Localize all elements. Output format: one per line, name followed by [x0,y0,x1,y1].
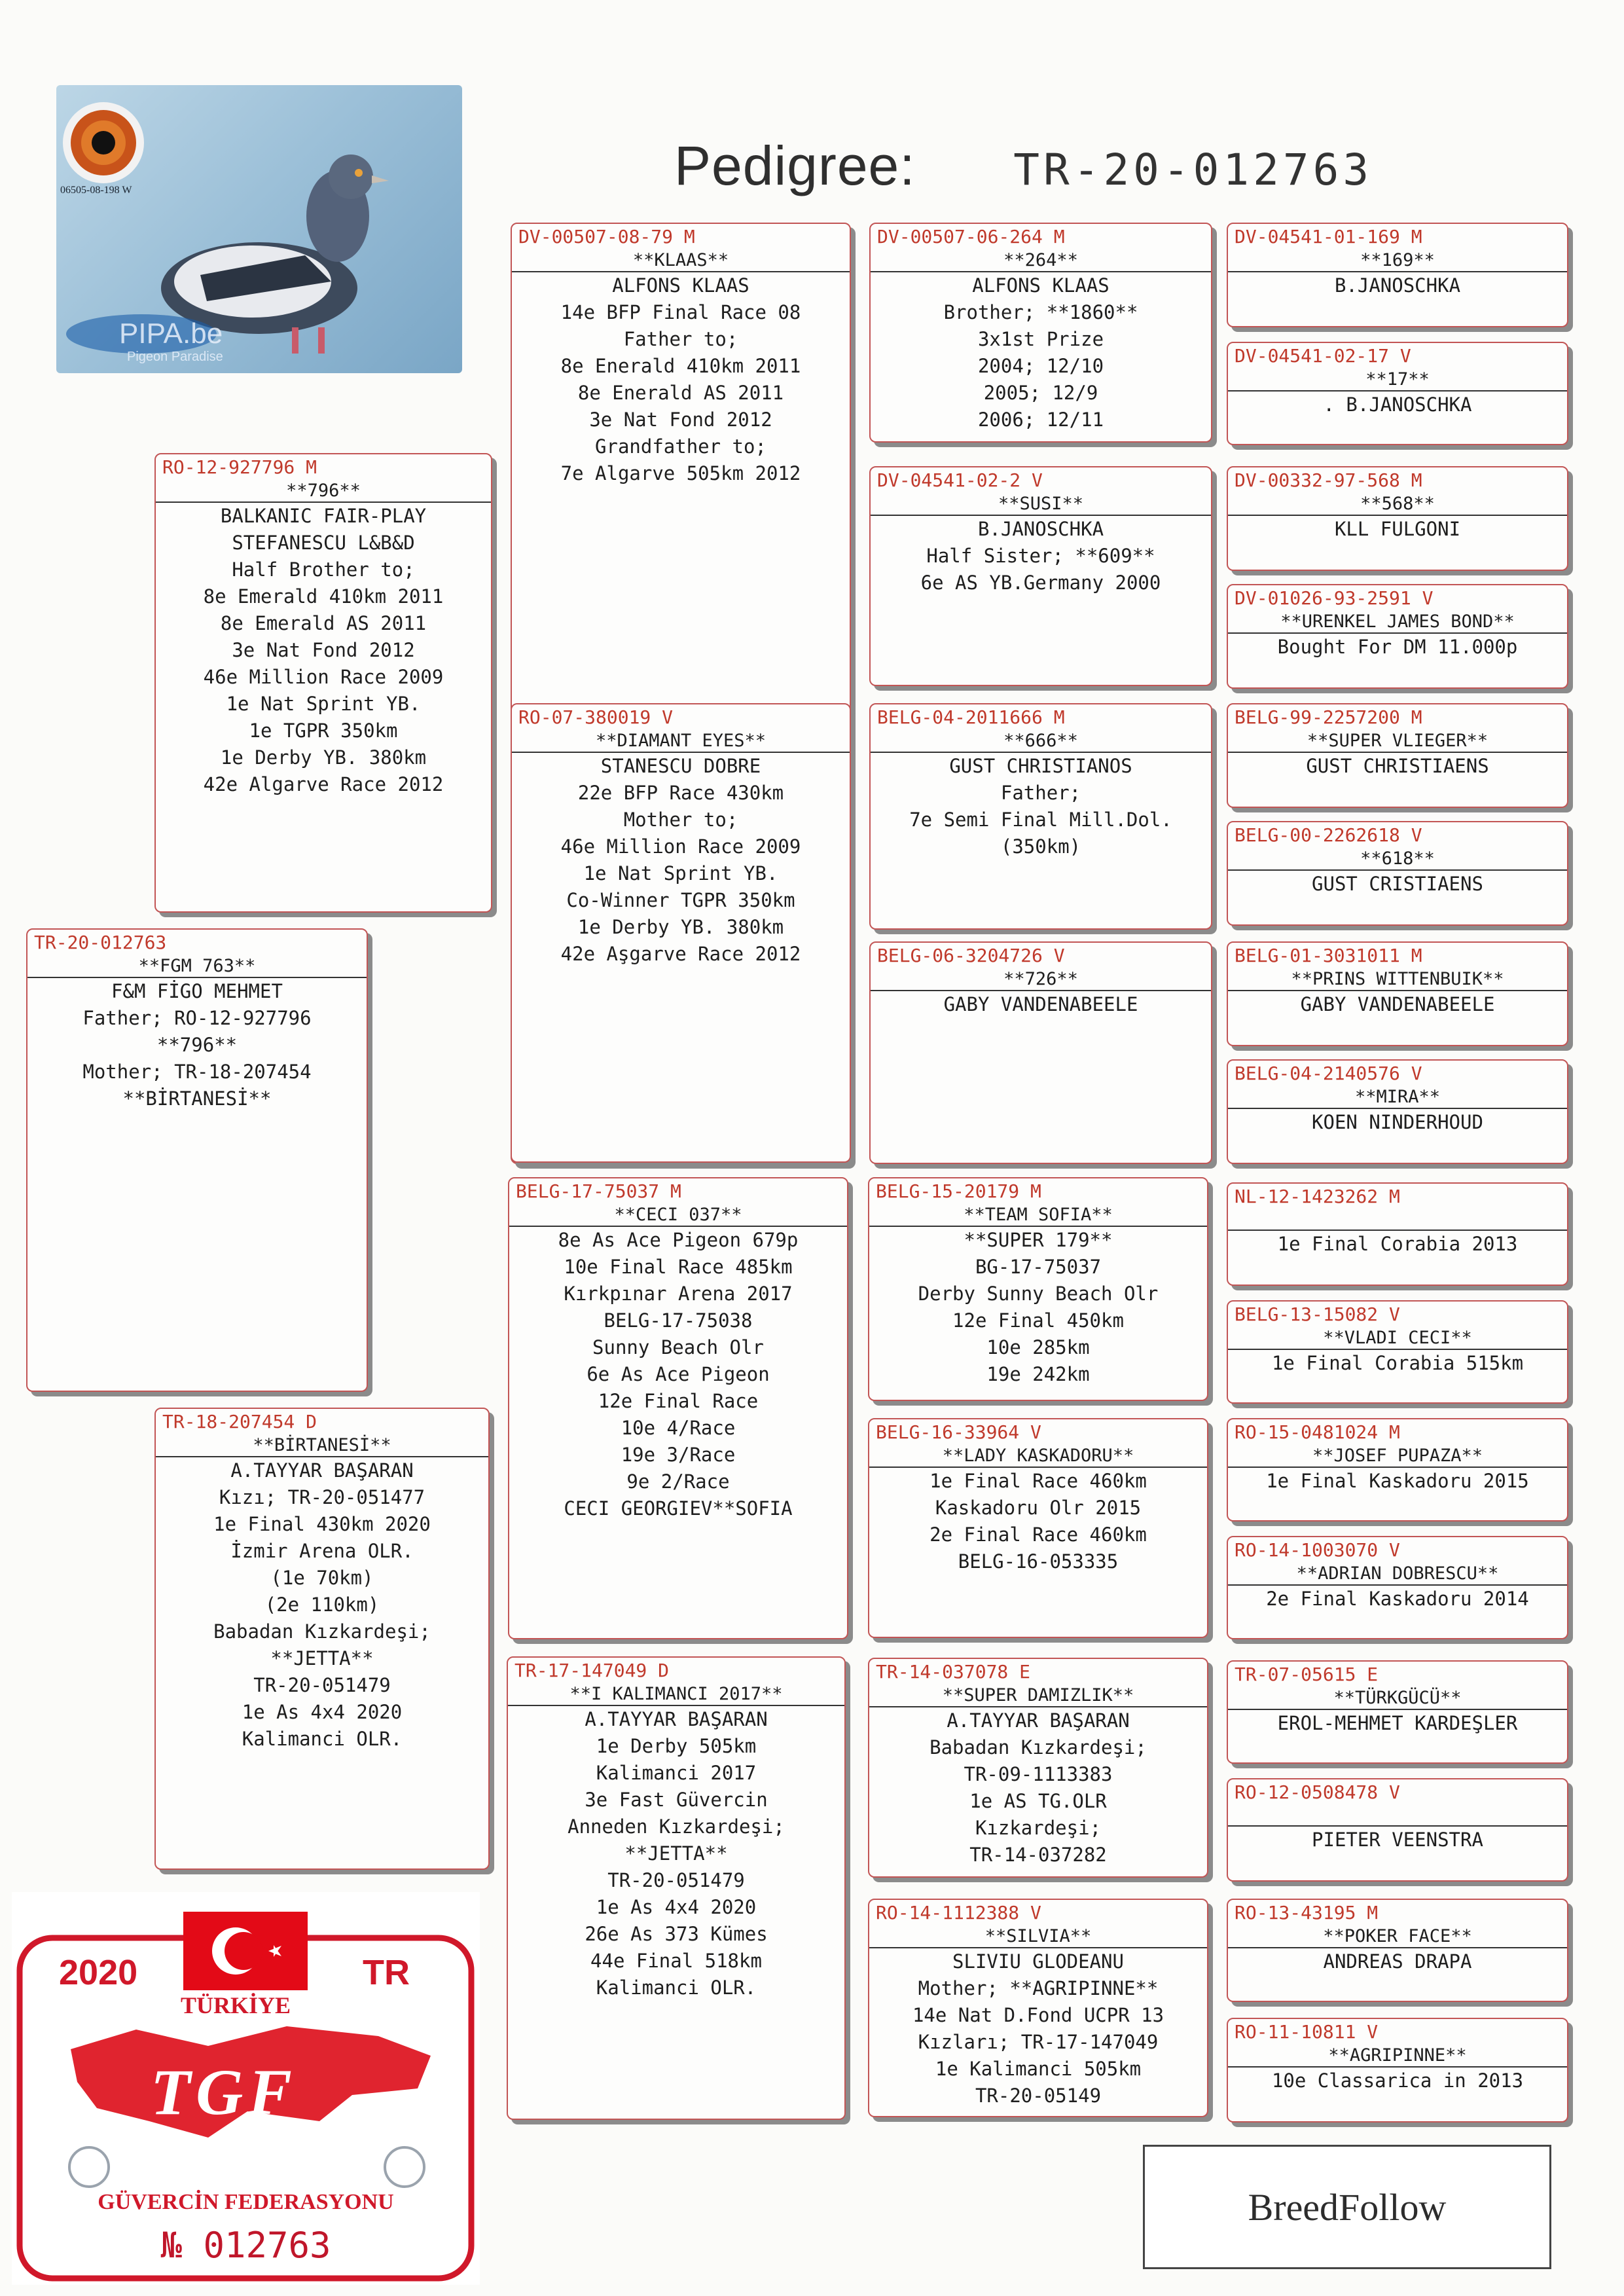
pedigree-detail-line: . B.JANOSCHKA [1323,393,1472,416]
pigeon-nickname: **DIAMANT EYES** [512,731,850,753]
ring-number: BELG-00-2262618 V [1235,824,1422,846]
pedigree-card [154,453,492,913]
pigeon-nickname: **618** [1228,848,1567,871]
pedigree-detail-line: TR-20-051479 [607,1869,745,1891]
pedigree-detail-line: 2e Final Kaskadoru 2014 [1266,1588,1529,1610]
photo-caption: 06505-08-198 W [60,185,132,196]
pedigree-detail-line: STEFANESCU L&B&D [232,532,415,554]
pigeon-nickname: **796** [156,481,491,503]
pedigree-detail-line: 42e Aşgarve Race 2012 [560,943,801,965]
pedigree-card [869,466,1212,686]
pedigree-detail-line: (1e 70km) [270,1567,374,1589]
pedigree-header [674,134,1373,198]
ring-number: BELG-17-75037 M [516,1180,681,1202]
pedigree-detail-line: GUST CHRISTIAENS [1306,755,1489,777]
pedigree-detail-line: **JETTA** [624,1842,728,1865]
breedfollow-brand [1143,2145,1551,2269]
pedigree-detail-line: 2006; 12/11 [977,409,1104,431]
pedigree-detail-line: Kızkardeşi; [975,1817,1102,1839]
pedigree-detail-line: TR-14-037282 [969,1844,1107,1866]
pedigree-detail-line: 19e 242km [986,1363,1090,1385]
pedigree-card [869,223,1212,443]
pedigree-detail-line: 1e TGPR 350km [249,720,398,742]
tgf-country: TÜRKİYE [181,1992,291,2018]
ring-number: TR-07-05615 E [1235,1664,1379,1685]
pedigree-detail-line: A.TAYYAR BAŞARAN [947,1709,1130,1732]
pedigree-detail-line: 1e Final Corabia 2013 [1277,1233,1518,1255]
pedigree-card [26,928,368,1392]
ring-number: BELG-04-2140576 V [1235,1063,1422,1084]
photo-watermark: PIPA.be [119,318,223,350]
pedigree-detail-line: 10e Final Race 485km [564,1256,793,1278]
pedigree-detail-line: 1e Kalimanci 505km [935,2058,1142,2080]
pedigree-detail-line: EROL-MEHMET KARDEŞLER [1277,1712,1518,1734]
tgf-logo-text: TGF [151,2056,297,2128]
pedigree-detail-line: 1e Derby 505km [596,1735,757,1757]
pedigree-detail-line: Mother; TR-18-207454 [82,1061,312,1083]
pedigree-detail-line: BG-17-75037 [975,1256,1102,1278]
pedigree-card [508,1177,848,1639]
ring-number: BELG-01-3031011 M [1235,945,1422,966]
pedigree-detail-line: CECI GEORGIEV**SOFIA [564,1497,793,1520]
pedigree-detail-line: (2e 110km) [264,1594,380,1616]
pedigree-detail-line: Anneden Kızkardeşi; [568,1815,785,1838]
pedigree-card [868,1899,1208,2117]
pedigree-detail-line: BALKANIC FAIR-PLAY [220,505,427,527]
pedigree-detail-line: 26e As 373 Kümes [585,1923,768,1945]
pedigree-detail-line: 2005; 12/9 [983,382,1098,404]
ring-number: DV-04541-02-2 V [877,469,1043,491]
pedigree-detail-line: KLL FULGONI [1334,518,1461,540]
pedigree-detail-line: (350km) [1000,835,1081,858]
pedigree-detail-line: B.JANOSCHKA [977,518,1104,540]
pedigree-detail-line: 10e 285km [986,1336,1090,1358]
pigeon-nickname: **POKER FACE** [1228,1926,1567,1948]
ring-number: TR-18-207454 D [162,1411,317,1432]
pedigree-detail-line: 14e Nat D.Fond UCPR 13 [912,2004,1164,2026]
pigeon-nickname: **726** [871,969,1211,991]
ring-number: BELG-13-15082 V [1235,1303,1400,1325]
pedigree-card [1227,466,1568,571]
pedigree-detail-line: Co-Winner TGPR 350km [566,889,795,911]
pedigree-card [868,1418,1208,1638]
pedigree-detail-line: 1e Final Kaskadoru 2015 [1266,1470,1529,1492]
pedigree-detail-line: A.TAYYAR BAŞARAN [585,1708,768,1730]
ring-number: RO-14-1003070 V [1235,1539,1400,1561]
pedigree-detail-line: 12e Final 450km [952,1309,1124,1332]
pedigree-detail-line: 1e Nat Sprint YB. [583,862,778,884]
pedigree-detail-line: B.JANOSCHKA [1334,274,1461,297]
pedigree-detail-line: 8e Enerald AS 2011 [577,382,784,404]
pigeon-nickname: **CECI 037** [509,1205,847,1227]
pedigree-detail-line: Kaskadoru Olr 2015 [935,1497,1142,1519]
ring-number: RO-14-1112388 V [876,1902,1041,1923]
ring-number: DV-00507-06-264 M [877,226,1065,247]
pedigree-detail-line: 8e Enerald 410km 2011 [560,355,801,377]
pigeon-nickname [1228,1210,1567,1231]
tgf-year: 2020 [59,1953,138,1992]
ring-number: BELG-04-2011666 M [877,706,1065,728]
pigeon-nickname: **666** [871,731,1211,753]
pedigree-detail-line: **796** [156,1034,238,1056]
ring-number: TR-20-012763 [34,932,167,953]
ring-number: RO-12-0508478 V [1235,1781,1400,1803]
pigeon-nickname: **SILVIA** [869,1926,1207,1948]
pigeon-nickname: **JOSEF PUPAZA** [1228,1446,1567,1468]
pedigree-detail-line: KOEN NINDERHOUD [1312,1111,1483,1133]
pedigree-detail-line: Half Sister; **609** [926,545,1155,567]
pedigree-detail-line: 22e BFP Race 430km [577,782,784,804]
pedigree-detail-line: PIETER VEENSTRA [1312,1829,1483,1851]
pedigree-detail-line: **SUPER 179** [964,1229,1113,1251]
pedigree-card [1227,703,1568,808]
pedigree-detail-line: 3e Nat Fond 2012 [589,409,772,431]
ring-number: RO-13-43195 M [1235,1902,1379,1923]
pedigree-detail-line: BELG-17-75038 [604,1309,753,1332]
pedigree-card [869,941,1212,1164]
pedigree-detail-line: Half Brother to; [232,558,415,581]
pedigree-card [1227,941,1568,1046]
pigeon-nickname: **ADRIAN DOBRESCU** [1228,1563,1567,1586]
pedigree-detail-line: ANDREAS DRAPA [1323,1950,1472,1973]
pedigree-detail-line: 1e Nat Sprint YB. [226,693,421,715]
ring-number: RO-12-927796 M [162,456,317,478]
pedigree-card [869,703,1212,930]
ring-number: DV-00332-97-568 M [1235,469,1422,491]
pedigree-detail-line: Mother to; [623,809,738,831]
pedigree-detail-line: A.TAYYAR BAŞARAN [230,1459,414,1482]
pedigree-detail-line: Kalimanci OLR. [242,1728,403,1750]
pigeon-nickname: **TÜRKGÜCÜ** [1228,1688,1567,1710]
pedigree-card [868,1177,1208,1401]
pedigree-detail-line: TR-20-051479 [253,1674,391,1696]
pedigree-card [1227,1418,1568,1522]
pedigree-detail-line: 1e As 4x4 2020 [596,1896,757,1918]
pedigree-ring-number: TR-20-012763 [1013,145,1373,195]
pigeon-nickname: **I KALIMANCI 2017** [508,1684,844,1706]
ring-number: DV-00507-08-79 M [518,226,695,247]
pedigree-detail-line: GABY VANDENABEELE [1300,993,1495,1015]
pedigree-detail-line: 8e Emerald 410km 2011 [203,585,444,608]
ring-number: RO-15-0481024 M [1235,1421,1400,1443]
pedigree-detail-line: 1e Derby YB. 380km [220,746,427,769]
pedigree-detail-line: TR-20-05149 [975,2085,1102,2107]
ring-number: DV-04541-01-169 M [1235,226,1422,247]
pigeon-nickname: **SUSI** [871,494,1211,516]
pedigree-detail-line: Brother; **1860** [943,301,1138,323]
ring-number: TR-17-147049 D [514,1660,670,1681]
pedigree-detail-line: 1e Final Race 460km [929,1470,1147,1492]
pedigree-detail-line: Babadan Kızkardeşi; [213,1620,431,1643]
pedigree-card [511,703,851,1163]
pedigree-card [1227,1660,1568,1764]
pigeon-nickname: **URENKEL JAMES BOND** [1228,611,1567,634]
ring-number: BELG-06-3204726 V [877,945,1065,966]
pedigree-detail-line: 46e Million Race 2009 [560,835,801,858]
pedigree-detail-line: 2004; 12/10 [977,355,1104,377]
pedigree-card [1227,2018,1568,2123]
pedigree-detail-line: ALFONS KLAAS [972,274,1110,297]
pigeon-nickname: **SUPER DAMIZLIK** [869,1685,1207,1707]
pedigree-card [1227,1536,1568,1639]
pigeon-nickname: **568** [1228,494,1567,516]
pedigree-detail-line: GABY VANDENABEELE [943,993,1138,1015]
pedigree-detail-line: Kalimanci 2017 [596,1762,757,1784]
ring-number: RO-11-10811 V [1235,2021,1379,2043]
pedigree-detail-line: 19e 3/Race [621,1444,736,1466]
pigeon-nickname: **VLADI CECI** [1228,1328,1567,1350]
pedigree-detail-line: 10e Classarica in 2013 [1271,2069,1524,2092]
pedigree-detail-line: ALFONS KLAAS [612,274,749,297]
pedigree-detail-line: Kızı; TR-20-051477 [219,1486,425,1508]
pigeon-nickname: **KLAAS** [512,250,850,272]
pedigree-detail-line: 3e Fast Güvercin [585,1789,768,1811]
pigeon-nickname: **PRINS WITTENBUIK** [1228,969,1567,991]
pedigree-detail-line: **JETTA** [270,1647,374,1669]
pedigree-detail-line: Sunny Beach Olr [592,1336,764,1358]
pedigree-card [507,1656,846,2120]
pedigree-detail-line: Babadan Kızkardeşi; [929,1736,1147,1758]
pedigree-detail-line: 12e Final Race [598,1390,759,1412]
pedigree-detail-line: 7e Algarve 505km 2012 [560,462,801,484]
pedigree-detail-line: Father to; [623,328,738,350]
pedigree-detail-line: GUST CHRISTIANOS [949,755,1132,777]
page-title: Pedigree: [674,135,916,196]
brand-label: BreedFollow [1248,2185,1447,2229]
pigeon-illustration [56,85,462,373]
pigeon-nickname: **169** [1228,250,1567,272]
pedigree-detail-line: Father; RO-12-927796 [82,1007,312,1029]
pedigree-card [1227,1300,1568,1404]
pedigree-detail-line: Derby Sunny Beach Olr [918,1283,1159,1305]
pedigree-card [1227,1899,1568,2002]
pedigree-detail-line: 2e Final Race 460km [929,1523,1147,1546]
pedigree-detail-line: 1e Final 430km 2020 [213,1513,431,1535]
pedigree-detail-line: İzmir Arena OLR. [230,1540,414,1562]
pigeon-nickname [1228,1806,1567,1827]
pedigree-detail-line: TR-09-1113383 [964,1763,1113,1785]
ring-number: DV-01026-93-2591 V [1235,587,1434,609]
pedigree-detail-line: 8e Emerald AS 2011 [220,612,427,634]
pedigree-detail-line: 10e 4/Race [621,1417,736,1439]
pedigree-detail-line: GUST CRISTIAENS [1312,873,1483,895]
tgf-certificate-logo [12,1892,480,2285]
pedigree-detail-line: 44e Final 518km [590,1950,762,1972]
pigeon-nickname: **SUPER VLIEGER** [1228,731,1567,753]
pigeon-nickname: **17** [1228,369,1567,392]
pedigree-detail-line: Kalimanci OLR. [596,1977,757,1999]
ring-number: BELG-15-20179 M [876,1180,1041,1202]
ring-number: BELG-99-2257200 M [1235,706,1422,728]
pedigree-card [1227,1778,1568,1882]
pedigree-detail-line: Father; [1000,782,1081,804]
pigeon-photo [56,85,462,373]
pedigree-detail-line: 8e As Ace Pigeon 679p [558,1229,799,1251]
pigeon-nickname: **AGRIPINNE** [1228,2045,1567,2068]
pedigree-card [1227,1059,1568,1164]
pedigree-detail-line: 1e Derby YB. 380km [577,916,784,938]
pedigree-detail-line: 9e 2/Race [626,1470,730,1493]
pedigree-detail-line: 46e Million Race 2009 [203,666,444,688]
tgf-federation-name: GÜVERCİN FEDERASYONU [98,2190,394,2214]
pedigree-card [1227,223,1568,327]
ring-number: DV-04541-02-17 V [1235,345,1411,367]
pedigree-detail-line: 6e AS YB.Germany 2000 [920,572,1161,594]
pedigree-detail-line: Mother; **AGRIPINNE** [918,1977,1159,1999]
pedigree-detail-line: 7e Semi Final Mill.Dol. [909,809,1172,831]
pigeon-nickname: **BİRTANESİ** [156,1435,488,1457]
pedigree-card [1227,342,1568,445]
pedigree-detail-line: F&M FİGO MEHMET [111,980,283,1002]
pedigree-detail-line: Kızları; TR-17-147049 [918,2031,1159,2053]
pigeon-nickname: **TEAM SOFIA** [869,1205,1207,1227]
pedigree-detail-line: 42e Algarve Race 2012 [203,773,444,795]
pedigree-detail-line: 3e Nat Fond 2012 [232,639,415,661]
tgf-country-code: TR [363,1953,410,1992]
pedigree-detail-line: **BİRTANESİ** [122,1087,272,1110]
ring-number: RO-07-380019 V [518,706,674,728]
pedigree-card [868,1658,1208,1878]
pigeon-nickname: **FGM 763** [27,956,367,978]
pedigree-card [1227,584,1568,689]
pedigree-card [1227,821,1568,926]
pedigree-detail-line: 14e BFP Final Race 08 [560,301,801,323]
pedigree-card [154,1408,490,1870]
pedigree-detail-line: Kırkpınar Arena 2017 [564,1283,793,1305]
pedigree-detail-line: 1e AS TG.OLR [969,1790,1107,1812]
pedigree-detail-line: 1e As 4x4 2020 [242,1701,403,1723]
tgf-serial-number: № 012763 [160,2225,331,2266]
pedigree-card [1227,1182,1568,1286]
pedigree-detail-line: 6e As Ace Pigeon [586,1363,770,1385]
pedigree-detail-line: Bought For DM 11.000p [1277,636,1518,658]
pedigree-detail-line: STANESCU DOBRE [600,755,761,777]
ring-number: BELG-16-33964 V [876,1421,1041,1443]
pedigree-detail-line: BELG-16-053335 [958,1550,1119,1573]
pedigree-detail-line: SLIVIU GLODEANU [952,1950,1124,1973]
pedigree-detail-line: Grandfather to; [595,435,767,458]
pigeon-nickname: **MIRA** [1228,1087,1567,1109]
ring-number: TR-14-037078 E [876,1661,1031,1683]
pigeon-nickname: **LADY KASKADORU** [869,1446,1207,1468]
pedigree-detail-line: 1e Final Corabia 515km [1271,1352,1524,1374]
ring-number: NL-12-1423262 M [1235,1186,1400,1207]
photo-watermark-sub: Pigeon Paradise [127,350,223,364]
pedigree-detail-line: 3x1st Prize [977,328,1104,350]
pigeon-nickname: **264** [871,250,1211,272]
